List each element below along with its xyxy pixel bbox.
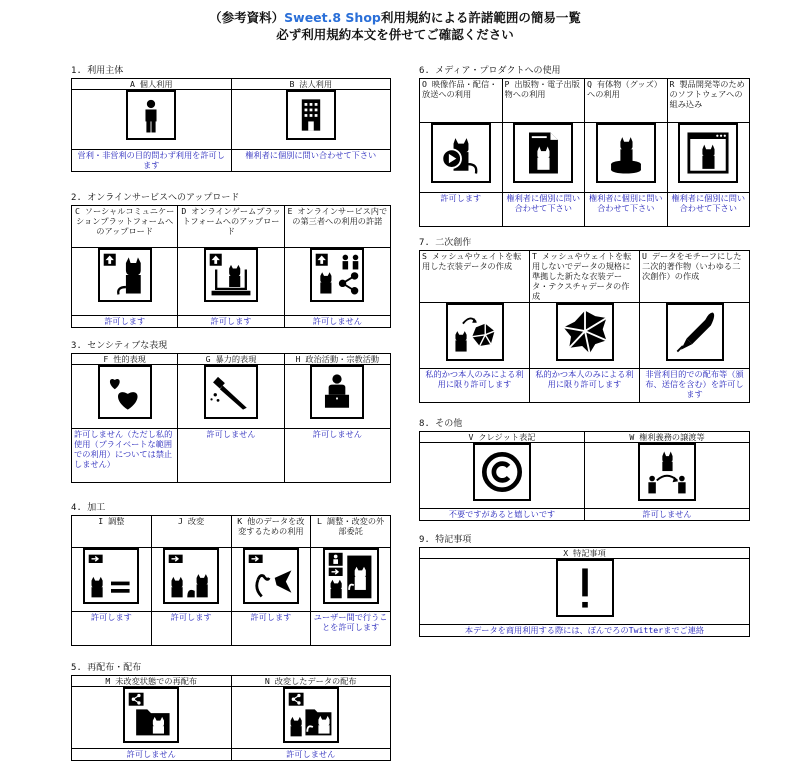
section-heading: 2. オンラインサービスへのアップロード xyxy=(71,193,240,203)
item-result-d: 許可します xyxy=(178,316,284,328)
goods-icon xyxy=(596,123,656,183)
item-header-g: G 暴力的表現 xyxy=(178,354,284,365)
item-header-w: W 権利義務の譲渡等 xyxy=(585,432,750,443)
software-icon xyxy=(678,123,738,183)
hearts-icon xyxy=(98,365,152,419)
section-special-notes xyxy=(419,535,750,637)
item-result-l: ユーザー間で行うことを許可します xyxy=(311,612,391,646)
item-result-h: 許可しません xyxy=(284,429,390,483)
item-result-u: 非営利目的での配布等（頒布、送信を含む）を許可します xyxy=(640,369,750,403)
item-result-s: 私的かつ本人のみによる利用に限り許可します xyxy=(420,369,530,403)
item-header-e: E オンラインサービス内での第三者への利用の許諾 xyxy=(284,206,390,248)
section-heading: 5. 再配布・配布 xyxy=(71,663,142,673)
item-result-t: 私的かつ本人のみによる利用に限り許可します xyxy=(530,369,640,403)
item-result-a: 営利・非営利の目的問わず利用を許可します xyxy=(72,150,232,172)
item-result-c: 許可します xyxy=(72,316,178,328)
section-heading: 7. 二次創作 xyxy=(419,238,472,248)
adjust-icon xyxy=(83,548,139,604)
exclamation-icon xyxy=(556,559,614,617)
section-sensitive-expression xyxy=(71,341,391,483)
item-header-n: N 改変したデータの配布 xyxy=(231,676,391,687)
item-header-u: U データをモチーフにした二次的著作物（いわゆる二次創作）の作成 xyxy=(640,251,750,303)
share-third-party-icon xyxy=(310,248,364,302)
item-header-j: J 改変 xyxy=(151,516,231,548)
item-result-k: 許可します xyxy=(231,612,311,646)
person-icon xyxy=(126,90,176,140)
section-heading: 8. その他 xyxy=(419,419,463,429)
item-header-o: O 映像作品・配信・放送への利用 xyxy=(420,79,503,123)
new-costume-icon xyxy=(556,303,614,361)
section-heading: 4. 加工 xyxy=(71,503,106,513)
building-icon xyxy=(286,90,336,140)
item-header-h: H 政治活動・宗教活動 xyxy=(284,354,390,365)
page-title xyxy=(0,9,790,26)
section-table xyxy=(419,431,750,521)
section-heading: 6. メディア・プロダクトへの使用 xyxy=(419,66,561,76)
section-online-upload xyxy=(71,193,391,328)
title-brand: Sweet.8 Shop xyxy=(284,10,381,25)
item-header-c: C ソーシャルコミュニケーションプラットフォームへのアップロード xyxy=(72,206,178,248)
section-table xyxy=(71,515,391,646)
item-header-a: A 個人利用 xyxy=(72,79,232,90)
costume-transfer-icon xyxy=(446,303,504,361)
item-result-b: 権利者に個別に問い合わせて下さい xyxy=(231,150,391,172)
publication-icon xyxy=(513,123,573,183)
item-header-p: P 出版物・電子出版物への利用 xyxy=(502,79,585,123)
item-result-f: 許可しません（ただし私的使用（プライベートな範囲での利用）については禁止しません） xyxy=(72,429,178,483)
item-header-v: V クレジット表記 xyxy=(420,432,585,443)
video-icon xyxy=(431,123,491,183)
item-result-m: 許可しません xyxy=(72,749,232,761)
item-result-r: 権利者に個別に問い合わせて下さい xyxy=(667,193,750,227)
title-prefix: （参考資料） xyxy=(209,10,285,25)
section-table xyxy=(419,78,750,227)
subtitle-text: 必ず利用規約本文を併せてご確認ください xyxy=(276,27,514,42)
section-processing xyxy=(71,503,391,646)
item-header-b: B 法人利用 xyxy=(231,79,391,90)
section-usage-subject xyxy=(71,66,391,172)
section-media-product xyxy=(419,66,750,227)
item-result-i: 許可します xyxy=(72,612,152,646)
modify-icon xyxy=(163,548,219,604)
item-result-v: 不要ですがあると嬉しいです xyxy=(420,509,585,521)
item-header-l: L 調整・改変の外部委託 xyxy=(311,516,391,548)
section-heading: 3. センシティブな表現 xyxy=(71,341,168,351)
transfer-rights-icon xyxy=(638,443,696,501)
item-result-j: 許可します xyxy=(151,612,231,646)
section-other xyxy=(419,419,750,521)
item-header-q: Q 有体物（グッズ）への利用 xyxy=(585,79,668,123)
item-header-f: F 性的表現 xyxy=(72,354,178,365)
modify-other-icon xyxy=(243,548,299,604)
redistribute-icon xyxy=(123,687,179,743)
item-header-m: M 未改変状態での再配布 xyxy=(72,676,232,687)
item-result-p: 権利者に個別に問い合わせて下さい xyxy=(502,193,585,227)
section-table xyxy=(419,547,750,637)
item-header-k: K 他のデータを改変するための利用 xyxy=(231,516,311,548)
section-heading: 1. 利用主体 xyxy=(71,66,124,76)
item-header-i: I 調整 xyxy=(72,516,152,548)
item-header-d: D オンラインゲームプラットフォームへのアップロード xyxy=(178,206,284,248)
item-result-o: 許可します xyxy=(420,193,503,227)
upload-game-icon xyxy=(204,248,258,302)
item-result-n: 許可しません xyxy=(231,749,391,761)
section-table xyxy=(71,675,391,761)
distribute-modified-icon xyxy=(283,687,339,743)
item-result-x: 本データを商用利用する際には、ぽんでろのTwitterまでご連絡 xyxy=(420,625,750,637)
item-result-g: 許可しません xyxy=(178,429,284,483)
section-table xyxy=(71,353,391,483)
knife-icon xyxy=(204,365,258,419)
item-header-x: X 特記事項 xyxy=(420,548,750,559)
pen-nib-icon xyxy=(666,303,724,361)
section-heading: 9. 特記事項 xyxy=(419,535,472,545)
outsource-icon xyxy=(323,548,379,604)
upload-social-icon xyxy=(98,248,152,302)
speaker-podium-icon xyxy=(310,365,364,419)
item-result-e: 許可しません xyxy=(284,316,390,328)
section-table xyxy=(71,78,391,172)
section-redistribution xyxy=(71,663,391,761)
item-result-q: 権利者に個別に問い合わせて下さい xyxy=(585,193,668,227)
section-table xyxy=(419,250,750,403)
section-table xyxy=(71,205,391,328)
copyright-icon xyxy=(473,443,531,501)
item-header-t: T メッシュやウェイトを転用しないでデータの規格に準拠した新たな衣装データ・テクスチャデータの作成 xyxy=(530,251,640,303)
page-subtitle xyxy=(0,26,790,43)
title-suffix: 利用規約による許諾範囲の簡易一覧 xyxy=(380,10,581,25)
section-derivative-works xyxy=(419,238,750,403)
item-result-w: 許可しません xyxy=(585,509,750,521)
item-header-r: R 製品開発等のためのソフトウェアへの組み込み xyxy=(667,79,750,123)
item-header-s: S メッシュやウェイトを転用した衣装データの作成 xyxy=(420,251,530,303)
